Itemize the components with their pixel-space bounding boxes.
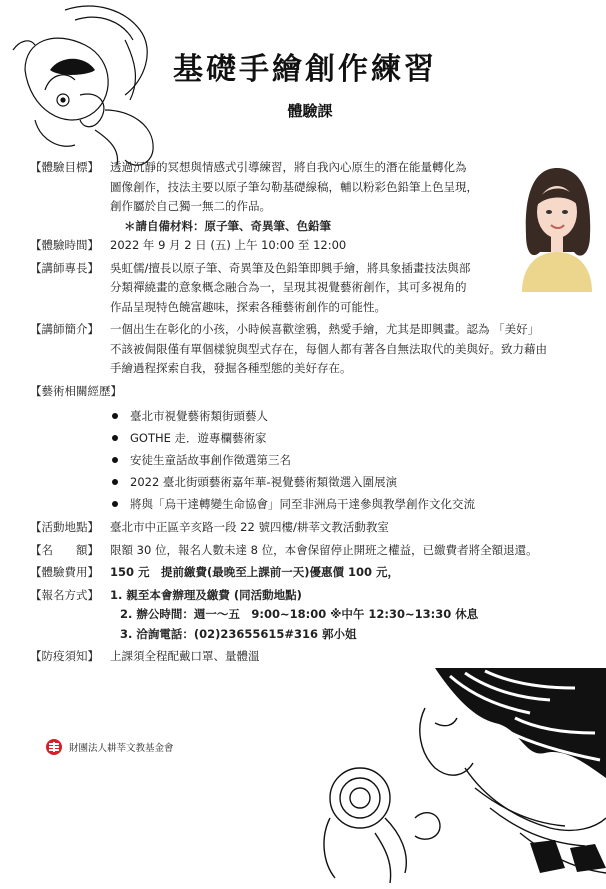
intro-line: 一個出生在彰化的小孩，小時候喜歡塗鴉，熱愛手繪，尤其是即興畫。認為 「美好」 — [110, 322, 540, 336]
foundation-logo-icon — [45, 738, 63, 756]
location-row — [30, 518, 590, 538]
organization-name: 財團法人耕莘文教基金會 — [69, 743, 174, 754]
signup-item: 3. 洽詢電話：(02)23655615#316 郭小姐 — [120, 626, 357, 641]
page-title: 基礎手繪創作練習 — [173, 52, 437, 87]
location-value: 臺北市中正區辛亥路一段 22 號四樓/耕莘文教活動教室 — [110, 520, 389, 534]
fee-value: 150 元 提前繳費(最晚至上課前一天)優惠價 100 元， — [110, 565, 400, 579]
intro-label: 【講師簡介】 — [30, 322, 99, 336]
signup-label: 【報名方式】 — [30, 587, 99, 602]
specialty-line: 作品呈現特色饒富趣味，探索各種藝術創作的可能性。 — [110, 299, 386, 314]
fee-label: 【體驗費用】 — [30, 565, 99, 579]
list-item: GOTHE 走．遊專欄藝術家 — [110, 427, 590, 449]
prevention-row — [30, 647, 590, 667]
list-item: 臺北市視覺藝術類街頭藝人 — [110, 405, 590, 427]
intro-line: 不該被侷限僅有單個樣貌與型式存在，每個人都有著各自無法取代的美與好。致力藉由 — [110, 341, 547, 356]
art-experience-header-row — [30, 382, 590, 402]
list-item: 安徒生童話故事創作徵選第三名 — [110, 449, 590, 471]
specialty-label: 【講師專長】 — [30, 260, 99, 275]
experience-goal-row — [30, 158, 590, 236]
location-label: 【活動地點】 — [30, 520, 99, 534]
prevention-value: 上課須全程配戴口罩、量體溫 — [110, 649, 260, 663]
time-value: 2022 年 9 月 2 日 (五) 上午 10:00 至 12:00 — [110, 238, 347, 252]
time-label: 【體驗時間】 — [30, 238, 99, 252]
specialty-line: 分類禪繞畫的意象概念融合為一，呈現其視覺藝術創作，其可多視角的 — [110, 280, 467, 294]
materials-note: ＊請自備材料：原子筆、奇異筆、色鉛筆 — [124, 218, 331, 233]
page-subtitle: 體驗課 — [287, 102, 333, 120]
quota-label: 【名 額】 — [30, 542, 99, 557]
signup-item: 2. 辦公時間：週一～五 9:00~18:00 ※中午 12:30~13:30 休息 — [120, 607, 479, 621]
quota-row — [30, 541, 590, 561]
fee-row — [30, 563, 590, 583]
signup-item: 1. 親至本會辦理及繳費 (同活動地點) — [110, 587, 302, 602]
instructor-specialty-row — [30, 259, 590, 318]
goal-line: 透過沉靜的冥想與情感式引導練習，將自我內心原生的潛在能量轉化為 — [110, 160, 467, 174]
list-item: 將與「烏干達轉變生命協會」同至非洲烏干達參與教學創作文化交流 — [110, 493, 590, 515]
organization-logo-block — [45, 738, 174, 756]
goal-label: 【體驗目標】 — [30, 160, 99, 174]
experience-time-row — [30, 236, 590, 256]
specialty-line: 吳虹儒/擅長以原子筆、奇異筆及色鉛筆即興手繪，將具象插畫技法與部 — [110, 260, 471, 275]
decorative-illustration-top — [5, 0, 170, 175]
intro-line: 手繪過程探索自我，發掘各種型態的美好存在。 — [110, 361, 352, 375]
signup-row — [30, 586, 590, 645]
list-item: 2022 臺北街頭藝術嘉年華-視覺藝術類徵選入圍展演 — [110, 471, 590, 493]
art-experience-list — [110, 405, 590, 515]
instructor-intro-row — [30, 320, 590, 379]
quota-value: 限額 30 位，報名人數未達 8 位，本會保留停止開班之權益，已繳費者將全額退還。 — [110, 542, 538, 557]
prevention-label: 【防疫須知】 — [30, 649, 99, 663]
goal-line: 圖像創作，技法主要以原子筆勾勒基礎線稿，輔以粉彩色鉛筆上色呈現， — [110, 179, 478, 194]
content — [30, 158, 590, 667]
decorative-illustration-bottom — [315, 668, 606, 889]
goal-line: 創作屬於自己獨一無二的作品。 — [110, 199, 271, 213]
art-label: 【藝術相關經歷】 — [30, 383, 122, 398]
